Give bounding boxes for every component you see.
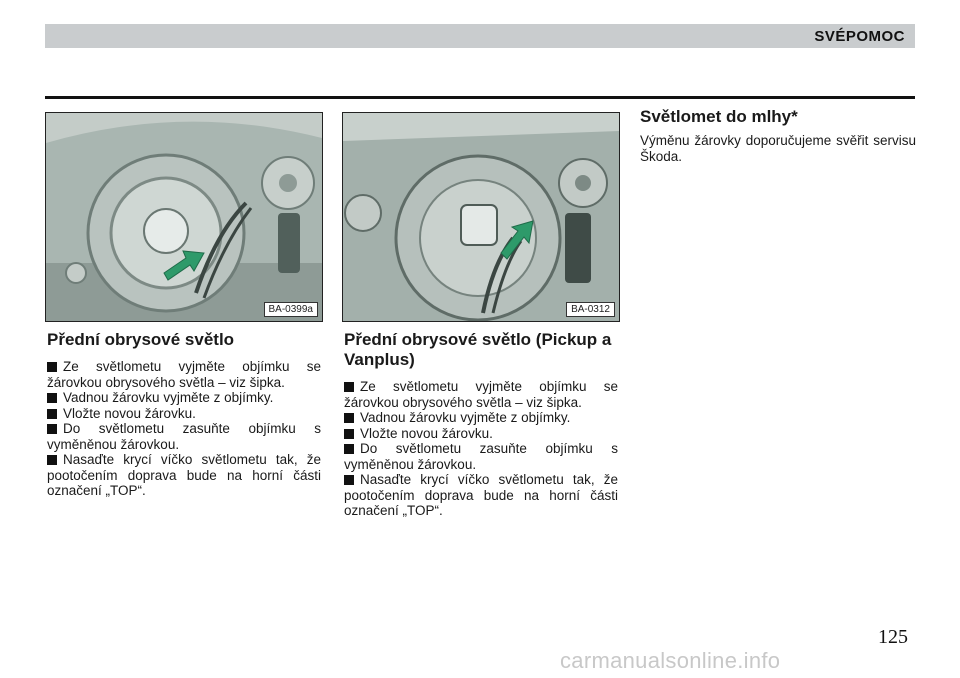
divider-rule	[45, 96, 915, 99]
bullet-icon	[47, 409, 57, 419]
header-bar	[45, 24, 915, 48]
figure-headlamp-2	[342, 112, 620, 322]
section-title: SVÉPOMOC	[814, 28, 905, 45]
watermark: carmanualsonline.info	[560, 648, 781, 673]
section-fog-light	[640, 107, 916, 164]
instruction-item: Do světlometu zasuňte objímku s vyměněnou žárovkou.	[47, 421, 321, 452]
instruction-item: Vložte novou žárovku.	[47, 406, 321, 422]
instruction-item: Nasaďte krycí víčko světlometu tak, že pootočením doprava bude na horní části označení „TOP“.	[47, 452, 321, 498]
instruction-item: Ze světlometu vyjměte objímku se žárovkou obrysového světla – viz šipka.	[344, 379, 618, 410]
figure-label: BA-0399a	[264, 302, 318, 317]
bullet-icon	[47, 455, 57, 465]
headlamp-bulb-photo-icon	[46, 113, 322, 321]
section-front-position-light	[47, 330, 321, 499]
section-heading: Světlomet do mlhy*	[640, 107, 798, 126]
fog-light-text: Výměnu žárovky doporučujeme svěřit servisu Škoda.	[640, 133, 916, 164]
bullet-icon	[47, 393, 57, 403]
bullet-icon	[344, 429, 354, 439]
page-number: 125	[878, 626, 908, 648]
bullet-icon	[344, 413, 354, 423]
instruction-item: Ze světlometu vyjměte objímku se žárovkou obrysového světla – viz šipka.	[47, 359, 321, 390]
section-front-position-light-pickup	[344, 330, 618, 519]
section-heading: Přední obrysové světlo (Pickup a Vanplus)	[344, 330, 612, 369]
figure-headlamp-1	[45, 112, 323, 322]
section-heading: Přední obrysové světlo	[47, 330, 235, 349]
headlamp-bulb-photo-icon	[343, 113, 619, 321]
bullet-icon	[344, 475, 354, 485]
instruction-item: Vložte novou žárovku.	[344, 426, 618, 442]
instruction-item: Do světlometu zasuňte objímku s vyměněnou žárovkou.	[344, 441, 618, 472]
bullet-icon	[344, 444, 354, 454]
figure-label: BA-0312	[566, 302, 615, 317]
instruction-item: Nasaďte krycí víčko světlometu tak, že pootočením doprava bude na horní části označení „TOP“.	[344, 472, 618, 518]
bullet-icon	[47, 424, 57, 434]
instruction-item: Vadnou žárovku vyjměte z objímky.	[47, 390, 321, 406]
instruction-item: Vadnou žárovku vyjměte z objímky.	[344, 410, 618, 426]
bullet-icon	[344, 382, 354, 392]
bullet-icon	[47, 362, 57, 372]
